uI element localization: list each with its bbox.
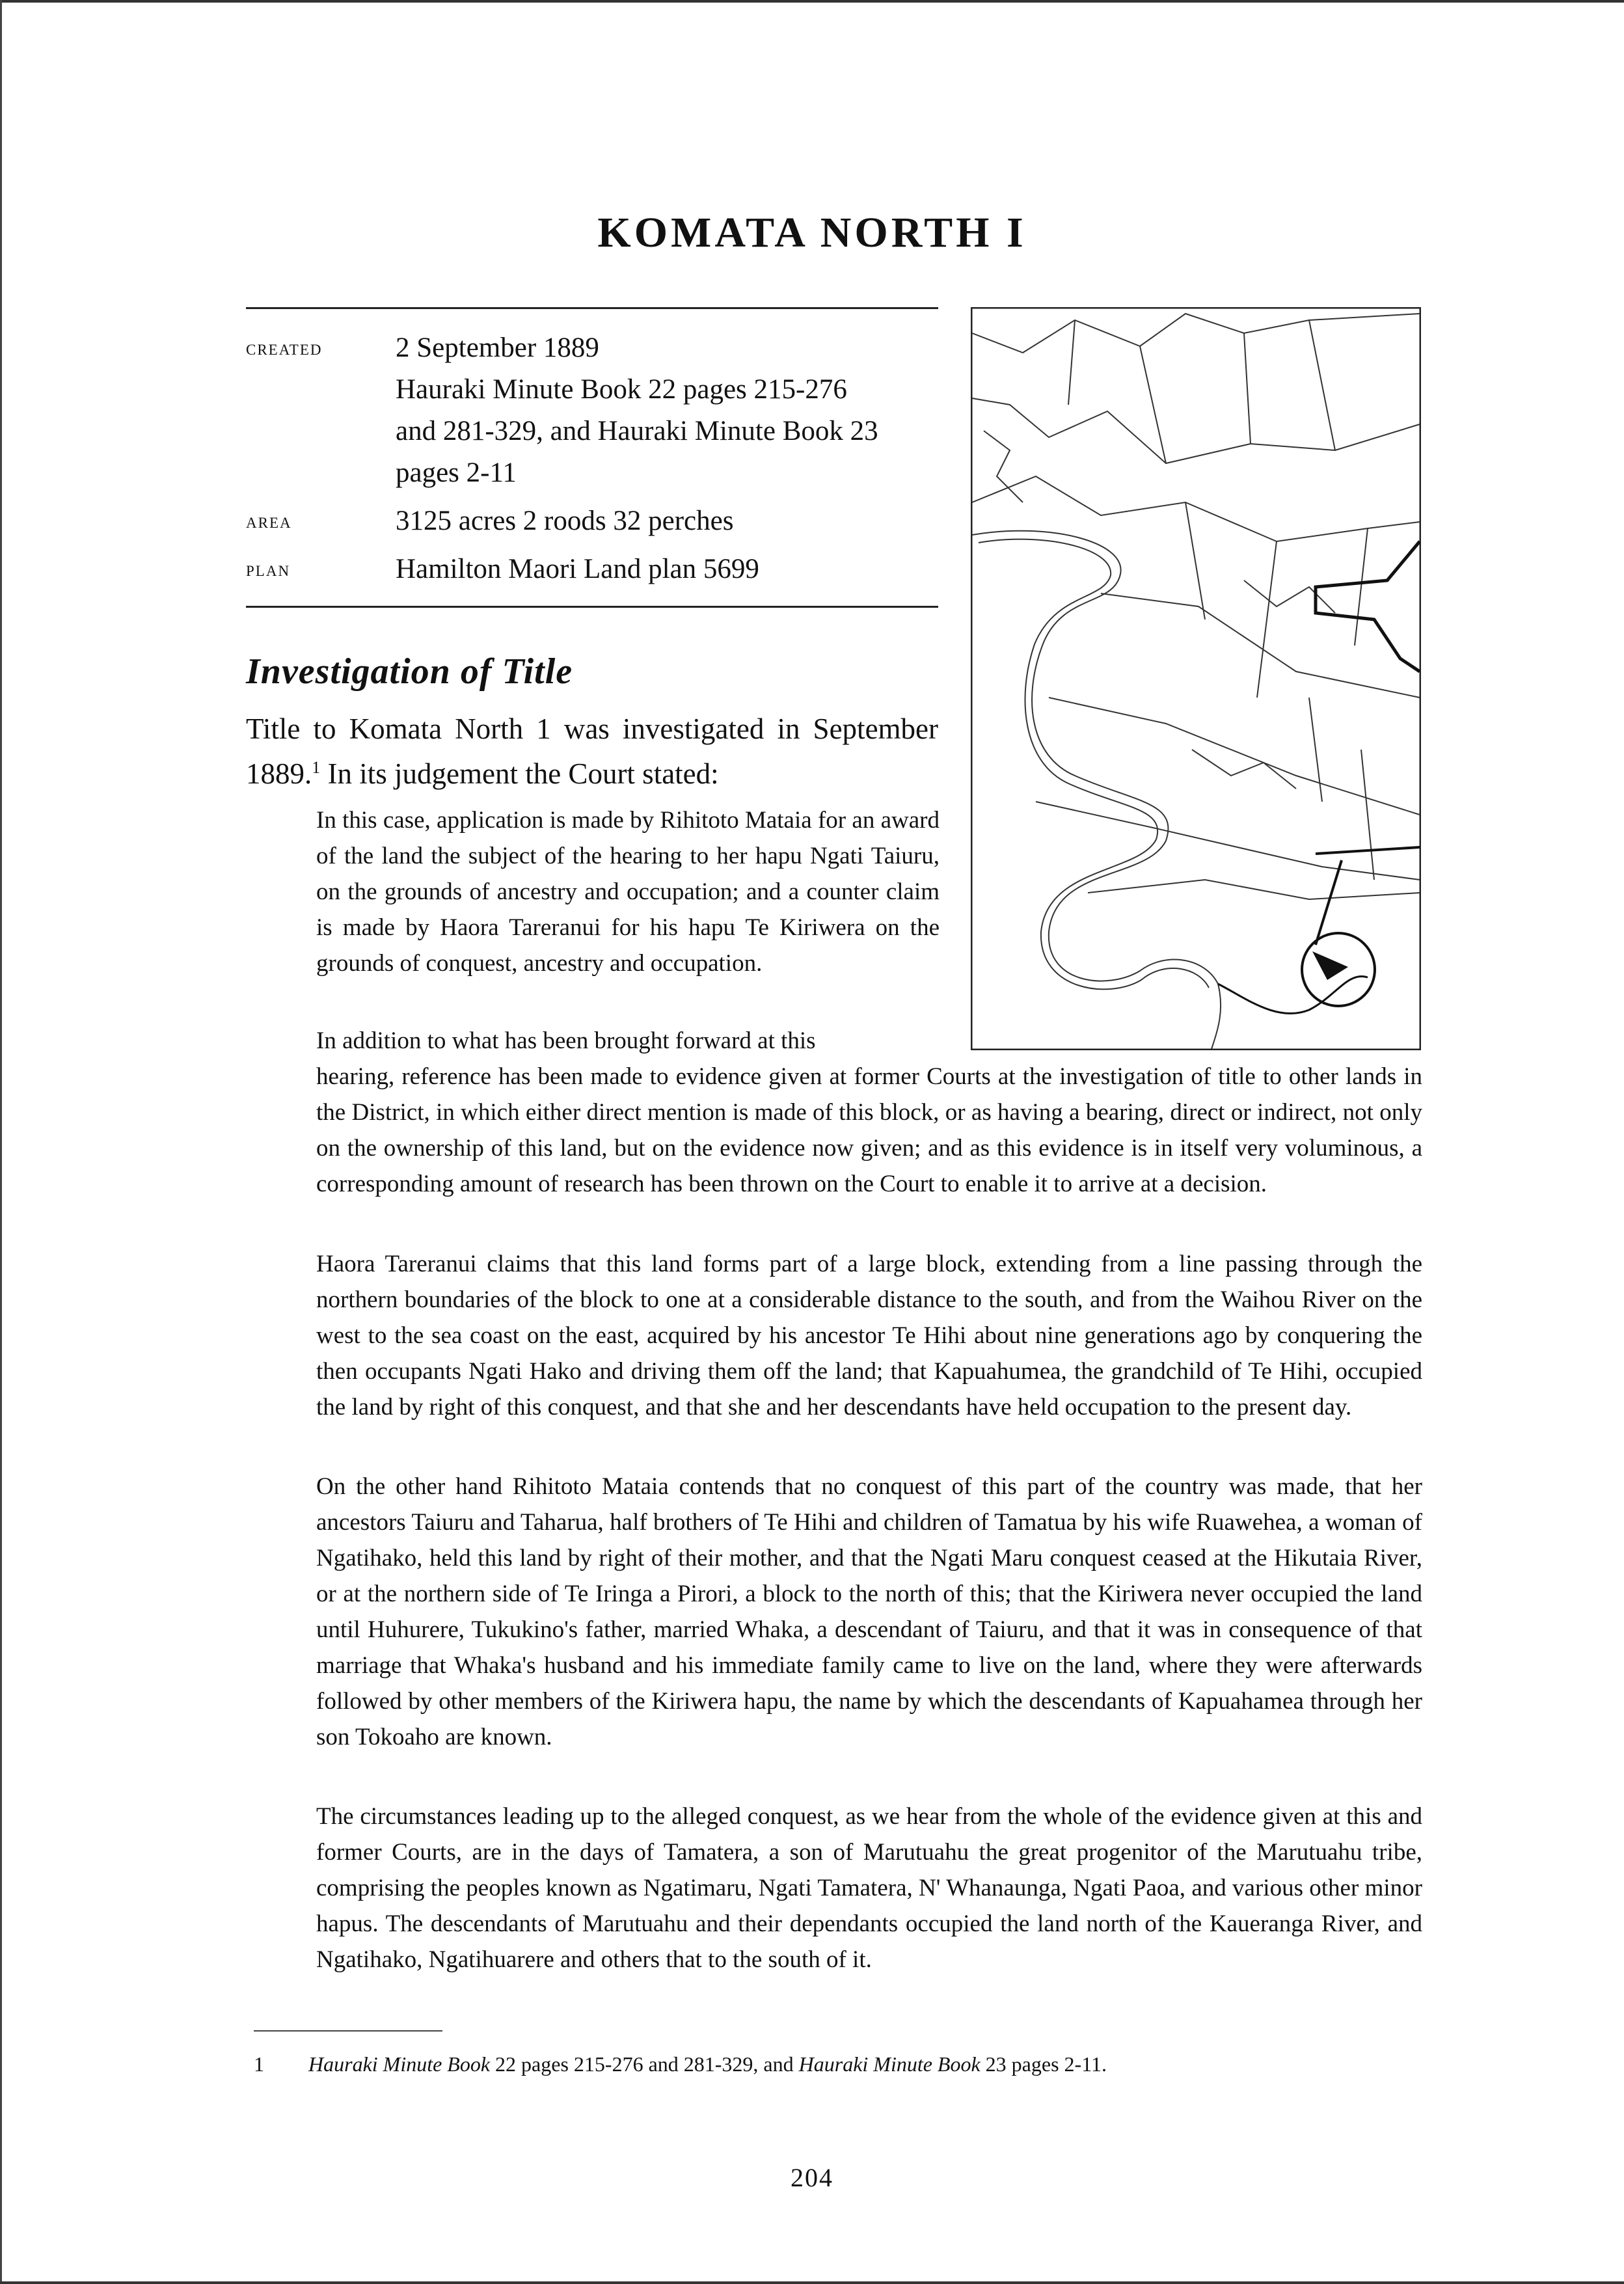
judgement-paragraph-2-rest: hearing, reference has been made to evidence given at former Courts at the investigation of title to other lands in the District, in which either direct mention is made of this block, or as having a bearing, direct or indirect, not only on the ownership of this land, but on the evidence now given; and as this evidence is in itself very voluminous, a corresponding amount of research has been thrown on the Court to enable it to arrive at a decision.: [316, 1063, 1422, 1197]
section-heading: Investigation of Title: [246, 651, 573, 692]
plan-label: plan: [246, 558, 291, 581]
created-source-line-3: pages 2-11: [396, 457, 517, 488]
footnote-text-1: 22 pages 215-276 and 281-329, and: [490, 2052, 799, 2076]
footnote-source-1: Hauraki Minute Book: [308, 2052, 491, 2076]
judgement-paragraph-4: On the other hand Rihitoto Mataia contends that no conquest of this part of the country was made, that her ancestors Taiuru and Taharua, half brothers of Te Hihi and children of Tamatua by his wife Ruawehea, a woman of Ngatihako, held this land by right of their mother, and that the Ngati Maru conquest ceased at the Hikutaia River, or at the northern side of Te Iringa a Pirori, a block to the north of this; that the Kiriwera never occupied the land until Huhurere, Tukukino's father, married Whaka, a descendant of Taiuru, and that it was in consequence of that marriage that Whaka's husband and his immediate family came to live on the land, where they were afterwards followed by other members of the Kiriwera hapu, the name by which the descendants of Kapuahamea through her son Tokoaho are known.: [316, 1473, 1422, 1750]
page-title: KOMATA NORTH I: [597, 209, 1027, 256]
plan-value: Hamilton Maori Land plan 5699: [396, 554, 759, 584]
block-location-map: [971, 307, 1421, 1050]
created-value: [396, 327, 878, 494]
judgement-paragraph-3: Haora Tareranui claims that this land forms part of a large block, extending from a line passing through the northern boundaries of the block to one at a considerable distance to the south, and from the Waihou River on the west to the sea coast on the east, acquired by his ancestor Te Hihi about nine generations ago by conquering the then occupants Ngati Hako and driving them off the land; that Kapuahumea, the grandchild of Te Hihi, occupied the land by right of this conquest, and that she and her descendants have held occupation to the present day.: [316, 1251, 1422, 1421]
area-row: [246, 500, 938, 542]
footnote-reference: 1: [312, 758, 321, 777]
judgement-paragraph-1: In this case, application is made by Rihitoto Mataia for an award of the land the subject of the hearing to her hapu Ngati Taiuru, on the grounds of ancestry and occupation; and a counter claim is made by Haora Tareranui for his hapu Te Kiriwera on the grounds of conquest, ancestry and occupation.: [316, 807, 940, 977]
judgement-paragraph-5: The circumstances leading up to the alleged conquest, as we hear from the whole of the evidence given at this and former Courts, are in the days of Tamatera, a son of Marutuahu the great progenitor of the Marutuahu tribe, comprising the peoples known as Ngatimaru, Ngati Tamatera, N' Whanaunga, Ngati Paoa, and various other minor hapus. The descendants of Marutuahu and their dependants occupied the land north of the Kaueranga River, and Ngatihako, Ngatihuarere and others that to the south of it.: [316, 1803, 1422, 1973]
created-label: created: [246, 336, 323, 360]
created-source-line-2: and 281-329, and Hauraki Minute Book 23: [396, 416, 878, 446]
footnote: [254, 2050, 1107, 2078]
page-number: 204: [791, 2163, 833, 2192]
bottom-border: [0, 2281, 1624, 2284]
footnote-source-2: Hauraki Minute Book: [798, 2052, 981, 2076]
area-label: area: [246, 510, 292, 533]
top-border: [0, 0, 1624, 3]
created-date: 2 September 1889: [396, 333, 599, 363]
intro-text: Title to Komata North 1 was investigated in September 1889.: [246, 713, 938, 790]
area-value: 3125 acres 2 roods 32 perches: [396, 506, 734, 536]
judgement-paragraph-2-first-line: In addition to what has been brought forward at this: [316, 1027, 816, 1054]
footnote-divider: [254, 2030, 442, 2032]
left-border: [0, 0, 2, 2284]
block-details: [246, 307, 938, 608]
intro-text-continued: In its judgement the Court stated:: [320, 757, 719, 790]
footnote-number: 1: [254, 2052, 264, 2076]
created-source-line-1: Hauraki Minute Book 22 pages 215-276: [396, 374, 847, 405]
created-row: [246, 327, 938, 494]
footnote-text-2: 23 pages 2-11.: [980, 2052, 1107, 2076]
plan-row: [246, 549, 938, 590]
intro-paragraph: [246, 709, 938, 793]
judgement-paragraph-2: [316, 1023, 1422, 1202]
